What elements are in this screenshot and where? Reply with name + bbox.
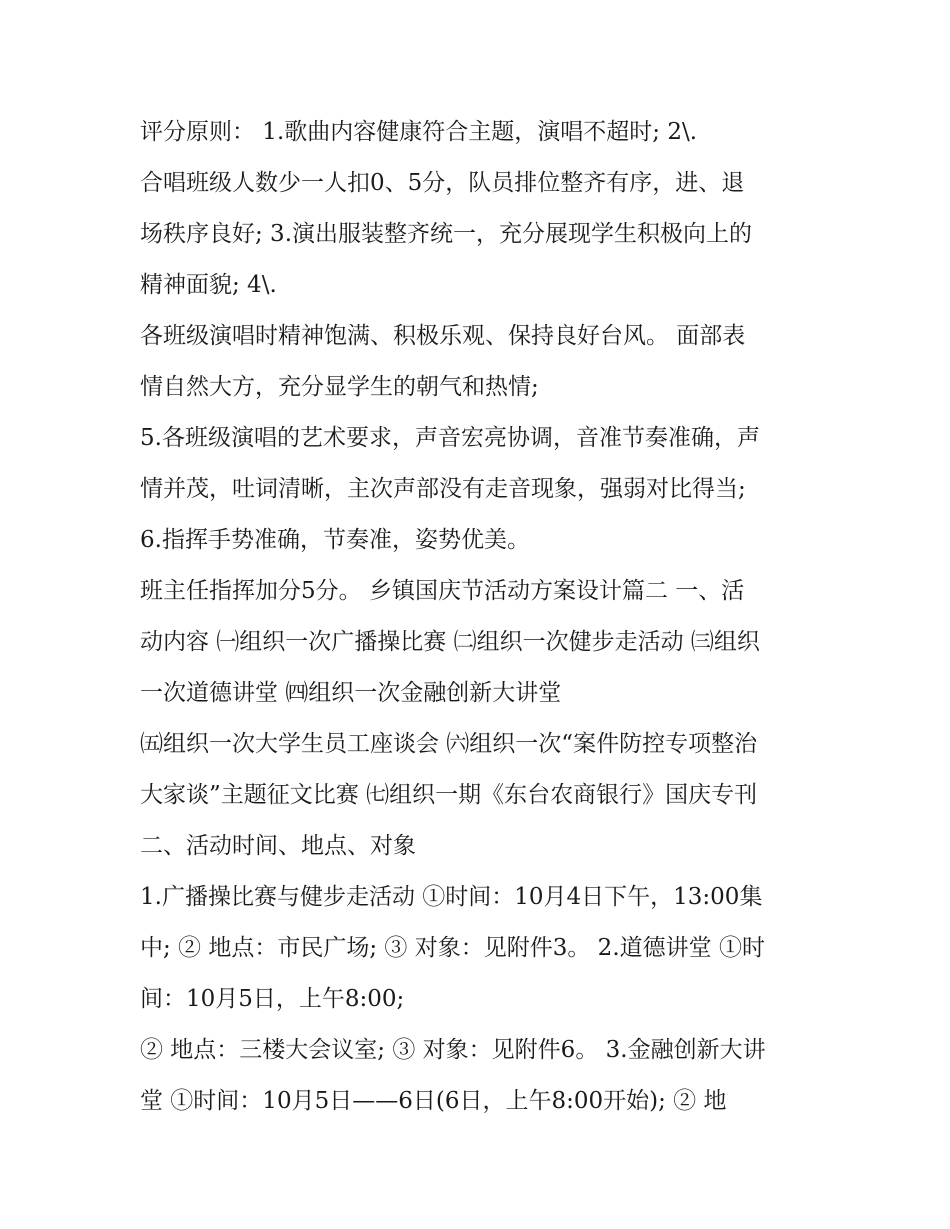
text-line: 一次道德讲堂 ㈣组织一次金融创新大讲堂 xyxy=(140,680,562,706)
text-line: 情自然大方，充分显学生的朝气和热情; xyxy=(140,374,539,400)
text-line: 5.各班级演唱的艺术要求，声音宏亮协调，音准节奏准确，声 xyxy=(140,425,760,451)
text-line: 中; ② 地点：市民广场; ③ 对象：见附件3。 2.道德讲堂 ①时 xyxy=(140,935,765,961)
text-line: 合唱班级人数少一人扣0、5分，队员排位整齐有序，进、退 xyxy=(140,170,745,196)
text-line: 间：10月5日，上午8:00; xyxy=(140,986,405,1012)
text-line: 6.指挥手势准确，节奏准，姿势优美。 xyxy=(140,527,530,553)
text-line: 评分原则： 1.歌曲内容健康符合主题，演唱不超时; 2\. xyxy=(140,119,698,145)
text-line: ② 地点：三楼大会议室; ③ 对象：见附件6。 3.金融创新大讲 xyxy=(140,1037,766,1063)
text-line: 场秩序良好; 3.演出服装整齐统一，充分展现学生积极向上的 xyxy=(140,221,753,247)
body-text xyxy=(140,107,820,1127)
text-line: 情并茂，吐词清晰，主次声部没有走音现象，强弱对比得当; xyxy=(140,476,746,502)
text-line: ㈤组织一次大学生员工座谈会 ㈥组织一次“案件防控专项整治 xyxy=(140,731,758,757)
text-line: 1.广播操比赛与健步走活动 ①时间：10月4日下午，13:00集 xyxy=(140,884,763,910)
text-line: 班主任指挥加分5分。 乡镇国庆节活动方案设计篇二 一、活 xyxy=(140,578,745,604)
text-line: 各班级演唱时精神饱满、积极乐观、保持良好台风。 面部表 xyxy=(140,323,746,349)
text-line: 大家谈”主题征文比赛 ㈦组织一期《东台农商银行》国庆专刊 xyxy=(140,782,758,808)
text-line: 动内容 ㈠组织一次广播操比赛 ㈡组织一次健步走活动 ㈢组织 xyxy=(140,629,760,655)
text-line: 二、活动时间、地点、对象 xyxy=(140,833,416,859)
text-line: 精神面貌; 4\. xyxy=(140,272,277,298)
text-line: 堂 ①时间：10月5日——6日(6日，上午8:00开始); ② 地 xyxy=(140,1088,727,1114)
